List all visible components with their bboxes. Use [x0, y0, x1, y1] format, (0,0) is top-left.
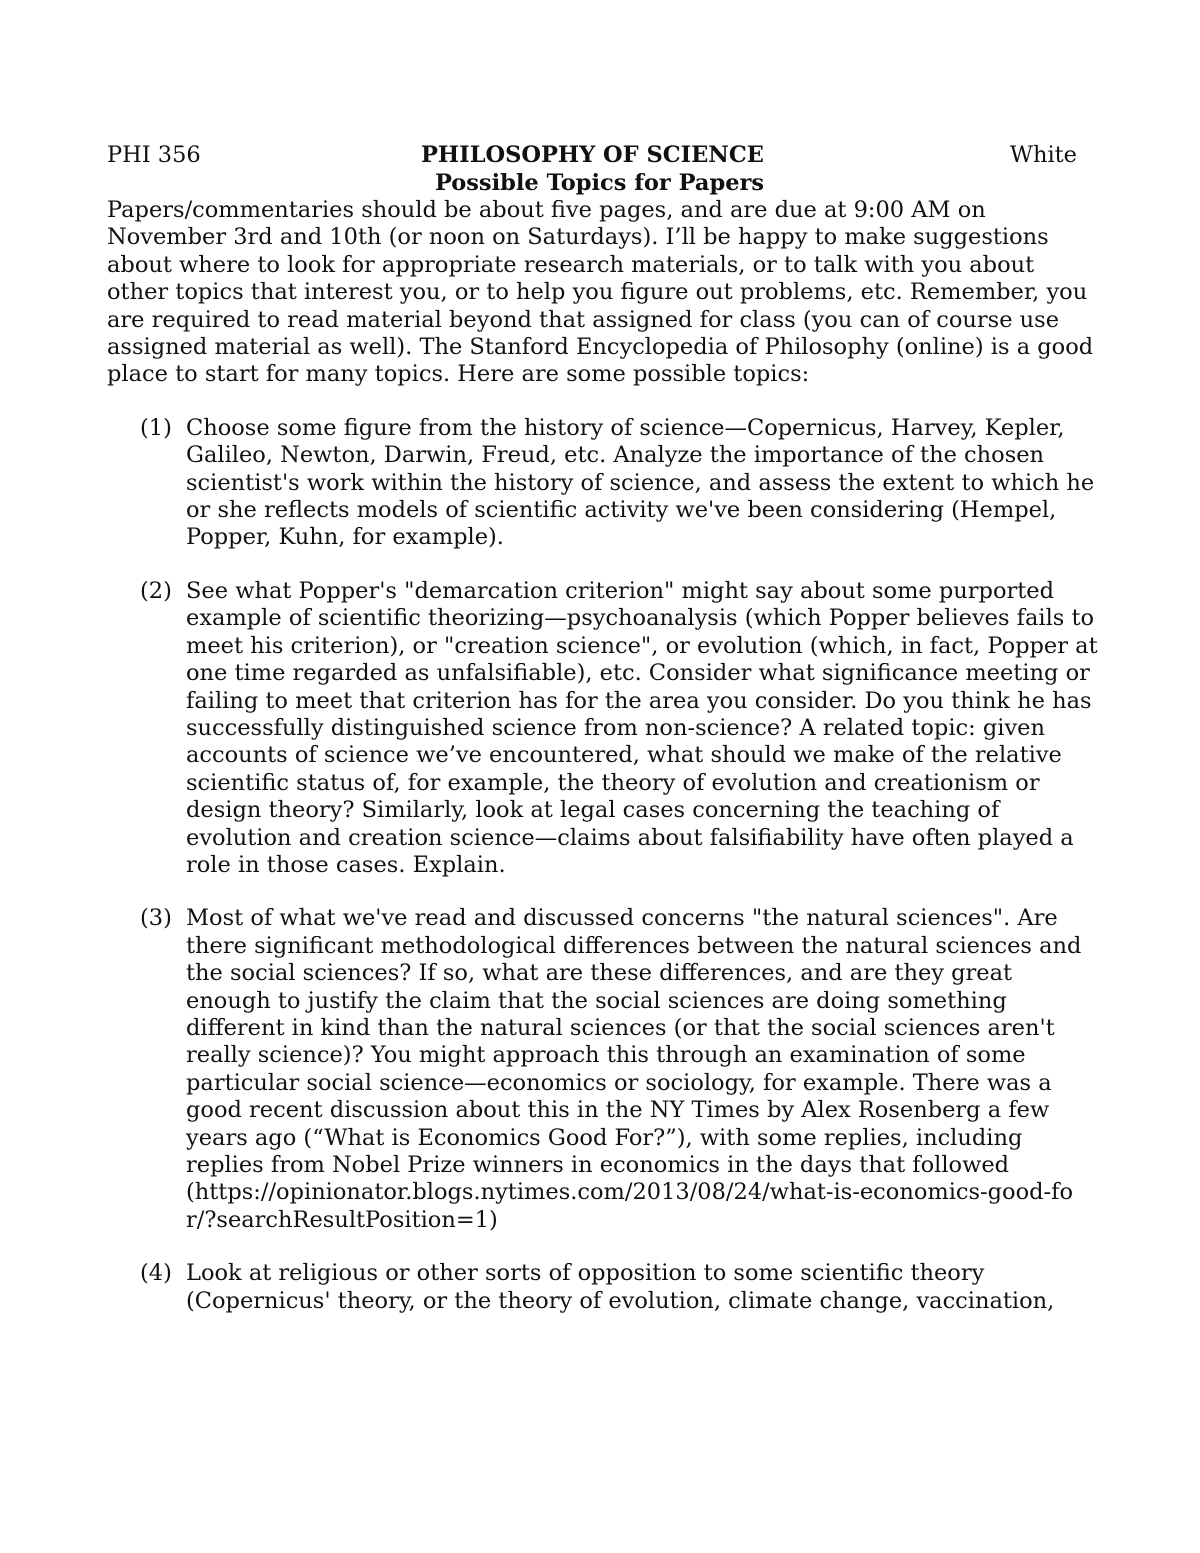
document-header [107, 140, 1097, 170]
course-code: PHI 356 [107, 142, 201, 168]
topic-text: Choose some figure from the history of science—Copernicus, Harvey, Kepler, Galileo, Newton, Darwin, Freud, etc. Analyze the importance of the chosen scientist's work within the history of science, and assess the extent to which he or she reflects models of scientific activity we've been considering (Hempel, Popper, Kuhn, for example). [186, 414, 1095, 551]
topic-text: See what Popper's "demarcation criterion" might say about some purported example of scientific theorizing—psychoanalysis (which Popper believes fails to meet his criterion), or "creation science", or evolution (which, in fact, Popper at one time regarded as unfalsifiable), etc. Consider what significance meeting or failing to meet that criterion has for the area you consider. Do you think he has successfully distinguished science from non-science? A related topic: given accounts of science we’ve encountered, what should we make of the relative scientific status of, for example, the theory of evolution and creationism or design theory? Similarly, look at legal cases concerning the teaching of evolution and creation science—claims about falsifiability have often played a role in those cases. Explain. [186, 577, 1098, 878]
topic-text: Look at religious or other sorts of opposition to some scientific theory (Copernicus' theory, or the theory of evolution, climate change, vaccination, [186, 1260, 1055, 1314]
document-page [107, 140, 1097, 1341]
topic-item [107, 1260, 1097, 1315]
topic-item [107, 578, 1097, 879]
topic-number: (2) [140, 577, 172, 604]
topic-number: (3) [140, 905, 172, 932]
topic-number: (1) [140, 414, 172, 441]
topic-text: Most of what we've read and discussed concerns "the natural sciences". Are there significant methodological differences between the natural sciences and the social sciences? If so, what are these differences, and are they great enough to justify the claim that the social sciences are doing something different in kind than the natural sciences (or that the social sciences aren't really science)? You might approach this through an examination of some particular social science—economics or sociology, for example. There was a good recent discussion about this in the NY Times by Alex Rosenberg a few years ago (“What is Economics Good For?”), with some replies, including replies from Nobel Prize winners in economics in the days that followed [186, 905, 1082, 1178]
topic-item [107, 905, 1097, 1234]
topics-list [107, 415, 1097, 1315]
topic-item [107, 415, 1097, 552]
document-title: PHILOSOPHY OF SCIENCE [421, 142, 764, 168]
intro-paragraph: Papers/commentaries should be about five pages, and are due at 9:00 AM on November 3rd and 10th (or noon on Saturdays). I’ll be happy to make suggestions about where to look for appropriate research materials, or to talk with you about other topics that interest you, or to help you figure out problems, etc. Remember, you are required to read material beyond that assigned for class (you can of course use assigned material as well). The Stanford Encyclopedia of Philosophy (online) is a good place to start for many topics. Here are some possible topics: [107, 197, 1094, 388]
article-url[interactable]: (https://opinionator.blogs.nytimes.com/2013/08/24/what-is-economics-good-for/?searchResultPosition=1) [186, 1179, 1074, 1233]
author-name: White [1009, 142, 1077, 168]
topic-number: (4) [140, 1260, 172, 1287]
document-subtitle: Possible Topics for Papers [434, 170, 765, 196]
